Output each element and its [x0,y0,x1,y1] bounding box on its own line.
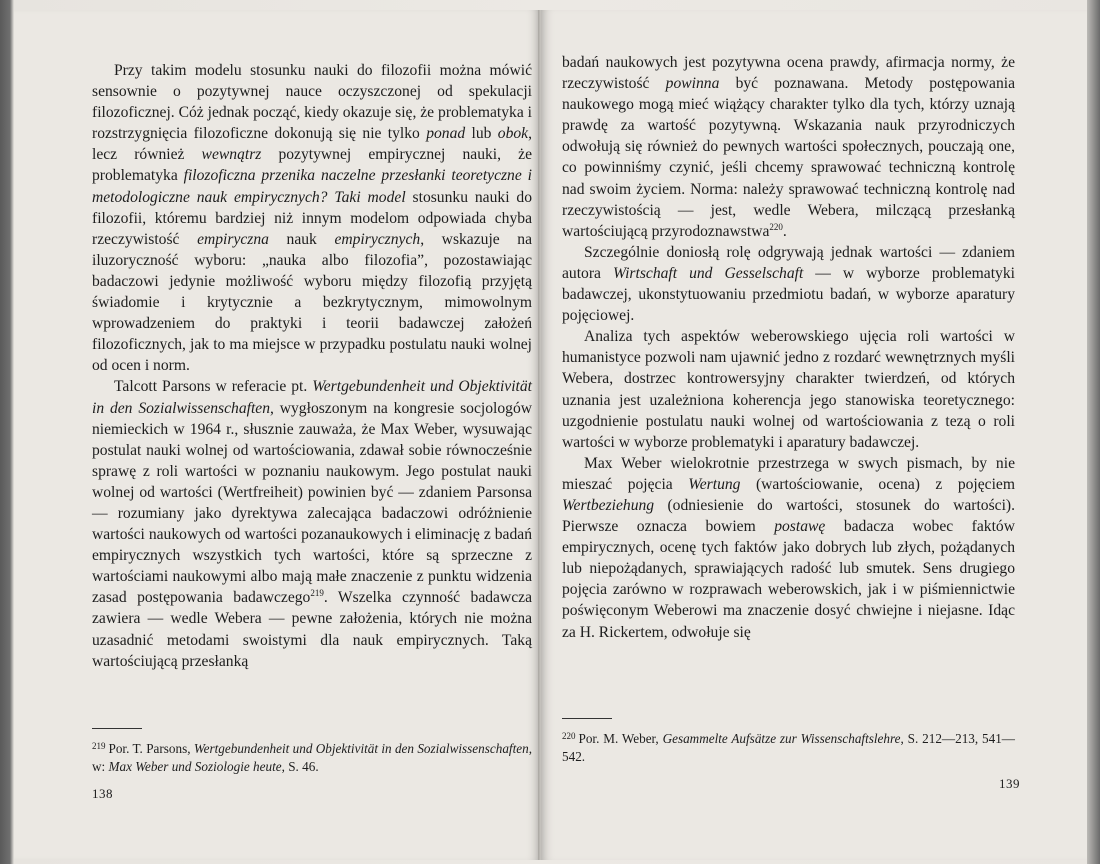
footnote: $^{220}$ Por. M. Weber, Gesammelte Aufsätze zur Wissenschaftslehre, S. 212—213, 541—542. [562,731,1015,764]
page-number: 138 [92,786,113,801]
footnote-ref: 220 [769,221,783,232]
footnote-rule [562,718,612,719]
footnote-ref: 219 [310,588,324,599]
left-body-text [92,60,532,672]
paragraph: Przy takim modelu stosunku nauki do filozofii można mówić sensownie o pozytywnej nauce oczyszczonej od spekulacji filozoficznej. Cóż jednak począć, kiedy okazuje się, że problematyka i rozstrzygnięcia filozoficzne dokonują się nie tylko ponad lub obok, lecz również wewnątrz pozytywnej empirycznej nauki, że problematyka filozoficzna przenika naczelne przesłanki teoretyczne i metodologiczne nauk empirycznych? Taki model stosunku nauki do filozofii, któremu bardziej niż innym modelom odpowiada chyba rzeczywistość empiryczna nauk empirycznych, wskazuje na iluzoryczność wyboru: „nauka albo filozofia”, pozostawiając badaczowi jedynie możliwość wyboru między filozofią przyjętą świadomie i krytycznie a bezkrytycznym, mimowolnym wprowadzeniem do praktyki i teorii badawczej założeń filozoficznych, jak to ma miejsce w przypadku postulatu nauki wolnej od ocen i norm. [92,62,533,375]
paragraph: badań naukowych jest pozytywna ocena prawdy, afirmacja normy, że rzeczywistość powinna być poznawana. Metody postępowania naukowego mogą mieć wiążący charakter tylko dla tych, którzy uznają prawdę za wartość pozytywną. Wskazania nauk przyrodniczych odwołują się również do pewnych wartości społecznych, pouczają one, co powinniśmy czynić, jeśli chcemy sprawować techniczną kontrolę nad swoim życiem. Norma: należy sprawować techniczną kontrolę nad rzeczywistością — jest, wedle Webera, milczącą przesłanką wartościującą przyrodoznawstwa$^{220}$. [562,54,1015,240]
paragraph: Max Weber wielokrotnie przestrzega w swych pismach, by nie mieszać pojęcia Wertung (wartościowanie, ocena) z pojęciem Wertbeziehung (odniesienie do wartości, stosunek do wartości). Pierwsze oznacza bowiem postawę badacza wobec faktów empirycznych, ocenę tych faktów jako dobrych lub złych, pożądanych lub niepożądanych, sprawiających radość lub smutek. Sens drugiego pojęcia zarówno w rozprawach weberowskich, jak i w piśmiennictwie poświęconym Weberowi ma znaczenie dosyć chwiejne i niejasne. Idąc za H. Rickertem, odwołuje się [562,454,1015,641]
page-number: 139 [999,776,1020,791]
paragraph: Analiza tych aspektów weberowskiego ujęcia roli wartości w humanistyce pozwoli nam ujawnić jedno z rozdarć wewnętrznych myśli Webera, dostrzec kontrowersyjny charakter twierdzeń, od których uznania jest uzależniona koherencja jego stanowiska teoretycznego: uzgodnienie postulatu nauki wolnej od wartościowania z tezą o roli wartości w wyborze problematyki i aparatury badawczej. [562,328,1015,451]
scan-edge [1087,0,1100,864]
footnote: $^{219}$ Por. T. Parsons, Wertgebundenheit und Objektivität in den Sozialwissenschaften, w: Max Weber und Soziologie heute, S. 46. [92,741,532,774]
paragraph: Szczególnie doniosłą rolę odgrywają jednak wartości — zdaniem autora Wirtschaft und Gesselschaft — w wyborze problematyki badawczej, ukonstytuowaniu przedmiotu badań, w wyborze aparatury pojęciowej. [562,243,1015,325]
left-page [14,10,540,860]
paragraph: Talcott Parsons w referacie pt. Wertgebundenheit und Objektivität in den Sozialwissenschaften, wygłoszonym na kongresie socjologów niemieckich w 1964 r., słusznie zauważa, że Max Weber, wysuwając postulat nauki wolnej od wartościowania, zdawał sobie równocześnie sprawę z roli wartości w poznaniu naukowym. Jego postulat nauki wolnej od wartości (Wertfreiheit) powinien być — zdaniem Parsonsa — rozumiany jako dyrektywa zalecająca badaczowi odróżnienie wartości naukowych od wartości pozanaukowych i eliminację z badań empirycznych wszystkich tych wartości, które są sprzeczne z wartościami naukowymi albo mają małe znaczenie z punktu widzenia zasad postępowania badawczego$^{219}$. Wszelka czynność badawcza zawiera — wedle Webera — pewne założenia, których nie można uzasadnić metodami swoistymi dla nauk empirycznych. Taką wartościującą przesłanką [92,378,533,670]
right-body-text [562,52,1015,643]
right-page [541,10,1087,860]
footnote-rule [92,728,142,729]
